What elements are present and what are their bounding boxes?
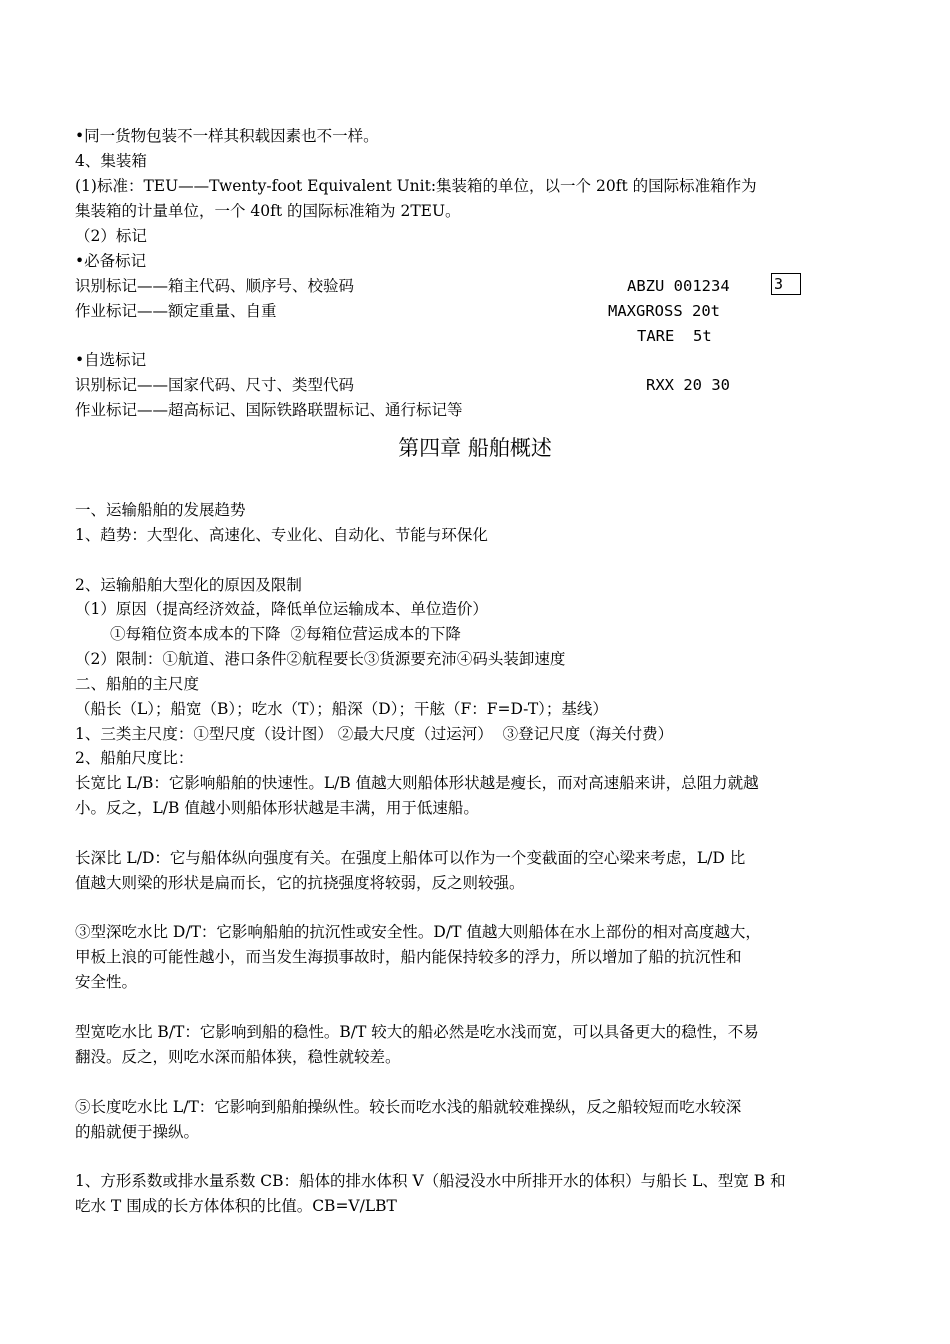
paragraph-line: 长宽比 L/B：它影响船舶的快速性。L/B 值越大则船体形状越是瘦长，而对高速船来讲，总阻力就越 [75, 774, 759, 792]
owner-code-mark: ABZU 001234 [627, 277, 730, 295]
text-line: （1）原因（提高经济效益，降低单位运输成本、单位造价） [75, 600, 488, 618]
paragraph-line: 的船就便于操纵。 [75, 1123, 200, 1141]
paragraph-line: ③型深吃水比 D/T：它影响船舶的抗沉性或安全性。D/T 值越大则船体在水上部份的相对高度越大， [75, 923, 761, 941]
paragraph-line: 长深比 L/D：它与船体纵向强度有关。在强度上船体可以作为一个变截面的空心梁来考虑，L/D 比 [75, 849, 746, 867]
text-line: 识别标记——箱主代码、顺序号、校验码 [75, 277, 355, 295]
section-heading: 一、运输船舶的发展趋势 [75, 501, 246, 519]
text-line: 作业标记——额定重量、自重 [75, 302, 277, 320]
maxgross-mark: MAXGROSS 20t [608, 302, 720, 320]
text-line: 1、三类主尺度：①型尺度（设计图） ②最大尺度（过运河） ③登记尺度（海关付费） [75, 725, 674, 743]
text-line: ①每箱位资本成本的下降 ②每箱位营运成本的下降 [110, 625, 461, 643]
heading-container: 4、集装箱 [75, 152, 147, 170]
section-heading: 二、船舶的主尺度 [75, 675, 200, 693]
paragraph-line: 小。反之，L/B 值越小则船体形状越是丰满，用于低速船。 [75, 799, 479, 817]
text-line: （船长（L）；船宽（B）；吃水（T）；船深（D）；干舷（F：F=D-T）；基线） [75, 700, 608, 718]
text-line: 作业标记——超高标记、国际铁路联盟标记、通行标记等 [75, 401, 463, 419]
text-line: •必备标记 [75, 252, 147, 270]
country-size-type-mark: RXX 20 30 [646, 376, 730, 394]
text-line: •自选标记 [75, 351, 147, 369]
text-line: （2）限制：①航道、港口条件②航程要长③货源要充沛④码头装卸速度 [75, 650, 566, 668]
tare-mark: TARE 5t [637, 327, 712, 345]
text-line: (1)标准：TEU——Twenty-foot Equivalent Unit:集装箱的单位，以一个 20ft 的国际标准箱作为 [75, 177, 757, 195]
text-line: 2、船舶尺度比： [75, 749, 194, 767]
paragraph-line: 1、方形系数或排水量系数 CB：船体的排水体积 V（船浸没水中所排开水的体积）与船长 L、型宽 B 和 [75, 1172, 786, 1190]
text-line: 集装箱的计量单位，一个 40ft 的国际标准箱为 2TEU。 [75, 202, 461, 220]
check-digit: 3 [774, 275, 784, 293]
paragraph-line: 吃水 T 围成的长方体体积的比值。CB=V/LBT [75, 1197, 397, 1215]
text-line: •同一货物包装不一样其积载因素也不一样。 [75, 127, 379, 145]
chapter-title: 第四章 船舶概述 [398, 436, 552, 460]
paragraph-line: ⑤长度吃水比 L/T：它影响到船舶操纵性。较长而吃水浅的船就较难操纵，反之船较短而吃水较深 [75, 1098, 742, 1116]
paragraph-line: 翻没。反之，则吃水深而船体狭，稳性就较差。 [75, 1048, 401, 1066]
paragraph-line: 安全性。 [75, 973, 138, 991]
text-line: 1、趋势：大型化、高速化、专业化、自动化、节能与环保化 [75, 526, 488, 544]
text-line: 2、运输船舶大型化的原因及限制 [75, 576, 302, 594]
check-digit-box [771, 273, 801, 295]
text-line: 识别标记——国家代码、尺寸、类型代码 [75, 376, 355, 394]
paragraph-line: 型宽吃水比 B/T：它影响到船的稳性。B/T 较大的船必然是吃水浅而宽，可以具备更大的稳性，不易 [75, 1023, 759, 1041]
paragraph-line: 值越大则梁的形状是扁而长，它的抗挠强度将较弱，反之则较强。 [75, 874, 525, 892]
text-line: （2）标记 [75, 227, 147, 245]
paragraph-line: 甲板上浪的可能性越小，而当发生海损事故时，船内能保持较多的浮力，所以增加了船的抗沉性和 [75, 948, 742, 966]
